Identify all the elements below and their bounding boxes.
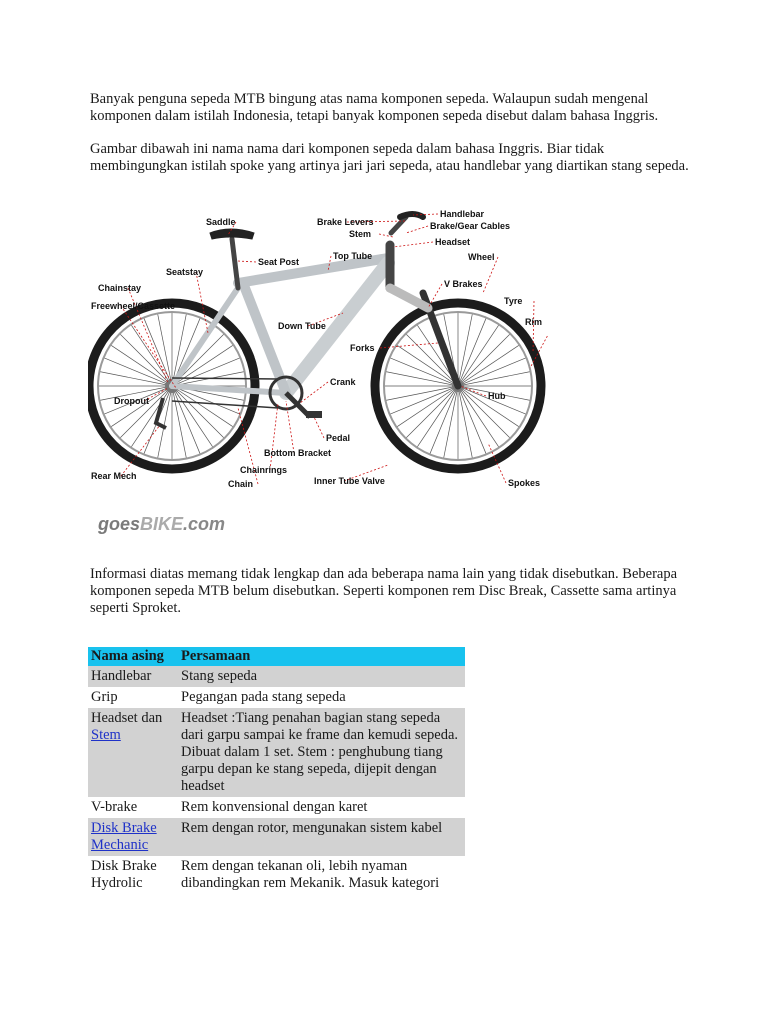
- diagram-label-stem: Stem: [349, 229, 372, 239]
- meaning-cell: Pegangan pada stang sepeda: [181, 689, 346, 705]
- diagram-label-freewheel: Freewheel/Cassette: [91, 301, 176, 311]
- bicycle-parts-diagram: [88, 203, 548, 503]
- table-row: [88, 708, 465, 797]
- leader-line-wheel: [483, 257, 498, 293]
- component-table: [88, 647, 465, 894]
- diagram-label-cables: Brake/Gear Cables: [430, 221, 511, 231]
- table-row: [88, 666, 465, 687]
- meaning-cell: Stang sepeda: [178, 666, 465, 687]
- table-row: [88, 856, 465, 894]
- term-cell: V-brake: [91, 799, 138, 815]
- diagram-label-rim: Rim: [525, 317, 543, 327]
- diagram-label-forks: Forks: [350, 343, 375, 353]
- header-nama-asing: Nama asing: [88, 647, 178, 666]
- diagram-label-pedal: Pedal: [326, 433, 351, 443]
- diagram-label-chainstay: Chainstay: [98, 283, 142, 293]
- diagram-label-wheel: Wheel: [468, 252, 495, 262]
- table-row: [88, 687, 465, 708]
- table-row: [88, 797, 465, 818]
- table-header-row: [88, 647, 465, 666]
- term-cell: [88, 818, 178, 856]
- diagram-label-headset: Headset: [435, 237, 471, 247]
- diagram-label-chain: Chain: [228, 479, 254, 489]
- header-persamaan: Persamaan: [178, 647, 465, 666]
- term-cell: Handlebar: [88, 666, 178, 687]
- diagram-label-toptube: Top Tube: [333, 251, 373, 261]
- diagram-label-vbrakes: V Brakes: [444, 279, 483, 289]
- leader-line-chainrings: [270, 403, 278, 470]
- diagram-label-hub: Hub: [488, 391, 506, 401]
- leader-line-headset: [393, 242, 433, 247]
- stem-link[interactable]: Stem: [91, 727, 121, 743]
- diagram-label-brakelevers: Brake Levers: [317, 217, 374, 227]
- meaning-cell: Rem konvensional dengan karet: [181, 799, 368, 815]
- disk-brake-mechanic-link[interactable]: Disk Brake Mechanic: [91, 820, 157, 853]
- diagram-label-seatpost: Seat Post: [258, 257, 300, 267]
- intro-paragraph: Banyak penguna sepeda MTB bingung atas nama komponen sepeda. Walaupun sudah mengenal komponen dalam istilah Indonesia, tetapi banyak komponen sepeda disebut dalam bahasa Inggris.: [90, 91, 659, 124]
- meaning-cell: Rem dengan tekanan oli, lebih nyaman dibandingkan rem Mekanik. Masuk kategori: [181, 858, 440, 891]
- term-text: Headset dan: [91, 710, 163, 726]
- leader-line-crank: [300, 382, 328, 403]
- diagram-label-seatstay: Seatstay: [166, 267, 204, 277]
- logo-text: goesBIKE.com: [98, 514, 226, 534]
- meaning-cell: Headset :Tiang penahan bagian stang sepeda dari garpu sampai ke frame dan kemudi sepeda. Dibuat dalam 1 set. Stem : penghubung tiang garpu depan ke stang sepeda, dijepit dengan headset: [178, 708, 465, 797]
- leader-line-cables: [406, 226, 428, 233]
- meaning-cell: Rem dengan rotor, mengunakan sistem kabel: [178, 818, 465, 856]
- figure-intro-paragraph: Gambar dibawah ini nama nama dari komponen sepeda dalam bahasa Inggris. Biar tidak membingungkan istilah spoke yang artinya jari jari sepeda, atau handlebar yang diartikan stang sepeda.: [90, 141, 689, 174]
- term-cell: [88, 708, 178, 797]
- diagram-label-dropout: Dropout: [114, 396, 149, 406]
- info-paragraph: Informasi diatas memang tidak lengkap dan ada beberapa nama lain yang tidak disebutkan. Beberapa komponen sepeda MTB belum disebutkan. Seperti komponen rem Disc Break, Cassette sama artinya seperti Sproket.: [90, 566, 678, 616]
- diagram-label-downtube: Down Tube: [278, 321, 326, 331]
- term-cell: Grip: [91, 689, 118, 705]
- term-cell: Disk Brake Hydrolic: [91, 858, 157, 891]
- diagram-label-crank: Crank: [330, 377, 356, 387]
- diagram-label-tyre: Tyre: [504, 296, 523, 306]
- diagram-label-chainrings: Chainrings: [240, 465, 288, 475]
- leader-line-pedal: [314, 417, 324, 438]
- diagram-label-valve: Inner Tube Valve: [314, 476, 385, 486]
- diagram-label-bottombracket: Bottom Bracket: [264, 448, 332, 458]
- goesbike-logo: [96, 510, 256, 538]
- leader-line-seatpost: [238, 261, 256, 262]
- diagram-label-spokes: Spokes: [508, 478, 541, 488]
- table-row: [88, 818, 465, 856]
- frame: [172, 214, 458, 393]
- diagram-label-rearmech: Rear Mech: [91, 471, 137, 481]
- diagram-label-saddle: Saddle: [206, 217, 236, 227]
- diagram-label-handlebar: Handlebar: [440, 209, 485, 219]
